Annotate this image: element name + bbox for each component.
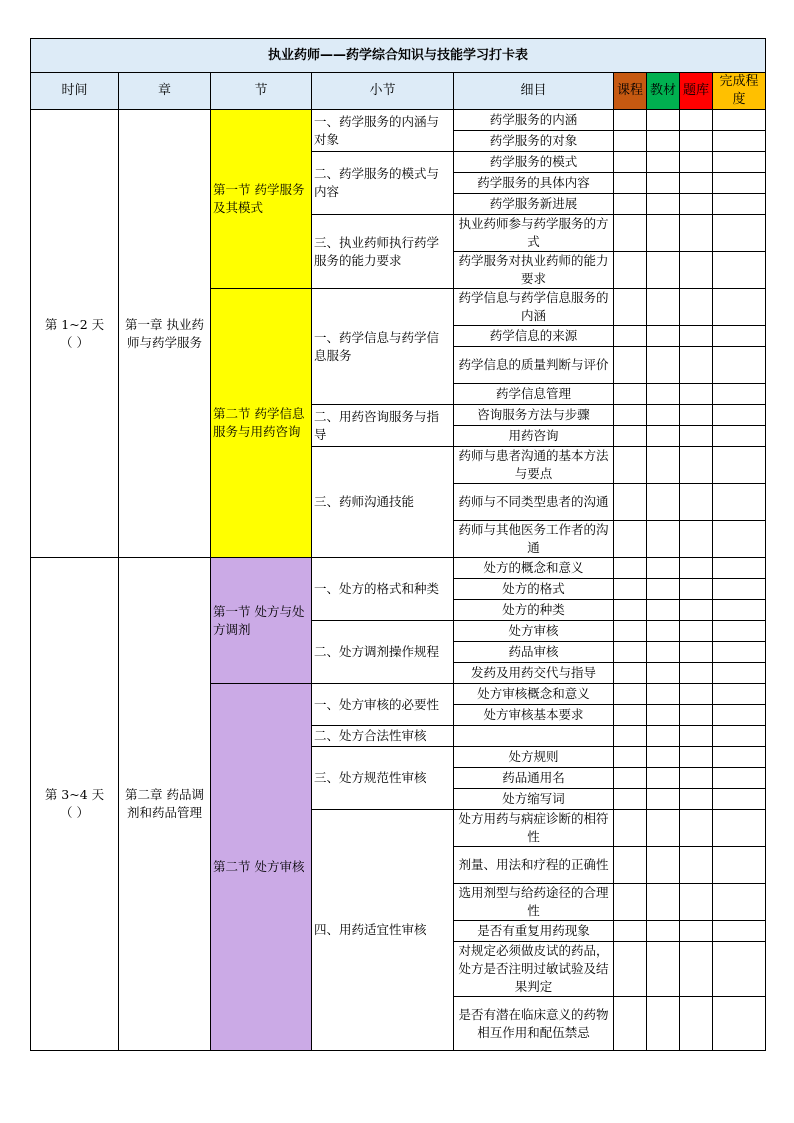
- time-label: 第 3~4 天: [44, 787, 105, 802]
- questions-check-cell[interactable]: [680, 131, 713, 152]
- section-cell: 第一节 处方与处方调剂: [211, 558, 312, 684]
- textbook-check-cell[interactable]: [647, 579, 680, 600]
- completion-check-cell[interactable]: [713, 173, 766, 194]
- header-course: 课程: [614, 73, 647, 110]
- time-blank: （ ）: [60, 805, 89, 820]
- detail-cell: 用药咨询: [454, 426, 614, 447]
- detail-cell: 处方用药与病症诊断的相符性: [454, 810, 614, 847]
- textbook-check-cell[interactable]: [647, 152, 680, 173]
- course-check-cell[interactable]: [614, 997, 647, 1051]
- completion-check-cell[interactable]: [713, 942, 766, 997]
- questions-check-cell[interactable]: [680, 642, 713, 663]
- textbook-check-cell[interactable]: [647, 326, 680, 347]
- completion-check-cell[interactable]: [713, 110, 766, 131]
- course-check-cell[interactable]: [614, 663, 647, 684]
- textbook-check-cell[interactable]: [647, 447, 680, 484]
- detail-cell: 咨询服务方法与步骤: [454, 405, 614, 426]
- course-check-cell[interactable]: [614, 726, 647, 747]
- questions-check-cell[interactable]: [680, 484, 713, 521]
- questions-check-cell[interactable]: [680, 426, 713, 447]
- subsection-cell: 三、药师沟通技能: [312, 447, 454, 558]
- course-check-cell[interactable]: [614, 705, 647, 726]
- detail-cell: 发药及用药交代与指导: [454, 663, 614, 684]
- detail-cell: 是否有重复用药现象: [454, 921, 614, 942]
- textbook-check-cell[interactable]: [647, 600, 680, 621]
- course-check-cell[interactable]: [614, 405, 647, 426]
- questions-check-cell[interactable]: [680, 558, 713, 579]
- completion-check-cell[interactable]: [713, 484, 766, 521]
- header-detail: 细目: [454, 73, 614, 110]
- completion-check-cell[interactable]: [713, 642, 766, 663]
- course-check-cell[interactable]: [614, 642, 647, 663]
- textbook-check-cell[interactable]: [647, 847, 680, 884]
- textbook-check-cell[interactable]: [647, 215, 680, 252]
- course-check-cell[interactable]: [614, 347, 647, 384]
- detail-cell: 药学信息的质量判断与评价: [454, 347, 614, 384]
- detail-cell: 处方的种类: [454, 600, 614, 621]
- completion-check-cell[interactable]: [713, 252, 766, 289]
- textbook-check-cell[interactable]: [647, 997, 680, 1051]
- table-title: 执业药师——药学综合知识与技能学习打卡表: [31, 39, 766, 73]
- detail-cell: 剂量、用法和疗程的正确性: [454, 847, 614, 884]
- completion-check-cell[interactable]: [713, 347, 766, 384]
- detail-cell: 药学服务的对象: [454, 131, 614, 152]
- questions-check-cell[interactable]: [680, 579, 713, 600]
- completion-check-cell[interactable]: [713, 152, 766, 173]
- questions-check-cell[interactable]: [680, 789, 713, 810]
- questions-check-cell[interactable]: [680, 110, 713, 131]
- detail-cell: [454, 726, 614, 747]
- textbook-check-cell[interactable]: [647, 810, 680, 847]
- completion-check-cell[interactable]: [713, 789, 766, 810]
- time-cell: [31, 110, 119, 558]
- questions-check-cell[interactable]: [680, 152, 713, 173]
- course-check-cell[interactable]: [614, 810, 647, 847]
- completion-check-cell[interactable]: [713, 884, 766, 921]
- questions-check-cell[interactable]: [680, 663, 713, 684]
- completion-check-cell[interactable]: [713, 768, 766, 789]
- detail-cell: 处方审核基本要求: [454, 705, 614, 726]
- detail-cell: 处方的概念和意义: [454, 558, 614, 579]
- course-check-cell[interactable]: [614, 789, 647, 810]
- detail-cell: 药学服务的模式: [454, 152, 614, 173]
- completion-check-cell[interactable]: [713, 131, 766, 152]
- questions-check-cell[interactable]: [680, 384, 713, 405]
- textbook-check-cell[interactable]: [647, 405, 680, 426]
- textbook-check-cell[interactable]: [647, 705, 680, 726]
- detail-cell: 执业药师参与药学服务的方式: [454, 215, 614, 252]
- detail-cell: 药师与其他医务工作者的沟通: [454, 521, 614, 558]
- textbook-check-cell[interactable]: [647, 110, 680, 131]
- course-check-cell[interactable]: [614, 521, 647, 558]
- detail-cell: 药学服务的内涵: [454, 110, 614, 131]
- textbook-check-cell[interactable]: [647, 252, 680, 289]
- course-check-cell[interactable]: [614, 942, 647, 997]
- header-completion: 完成程度: [713, 73, 766, 110]
- detail-cell: 处方审核: [454, 621, 614, 642]
- subsection-cell: 三、执业药师执行药学服务的能力要求: [312, 215, 454, 289]
- completion-check-cell[interactable]: [713, 600, 766, 621]
- questions-check-cell[interactable]: [680, 884, 713, 921]
- course-check-cell[interactable]: [614, 194, 647, 215]
- section-cell: 第二节 处方审核: [211, 684, 312, 1051]
- detail-cell: 药学信息的来源: [454, 326, 614, 347]
- textbook-check-cell[interactable]: [647, 621, 680, 642]
- completion-check-cell[interactable]: [713, 997, 766, 1051]
- course-check-cell[interactable]: [614, 921, 647, 942]
- questions-check-cell[interactable]: [680, 747, 713, 768]
- textbook-check-cell[interactable]: [647, 726, 680, 747]
- completion-check-cell[interactable]: [713, 215, 766, 252]
- detail-cell: 药师与不同类型患者的沟通: [454, 484, 614, 521]
- header-time: 时间: [31, 73, 119, 110]
- course-check-cell[interactable]: [614, 847, 647, 884]
- textbook-check-cell[interactable]: [647, 768, 680, 789]
- header-questions: 题库: [680, 73, 713, 110]
- course-check-cell[interactable]: [614, 684, 647, 705]
- questions-check-cell[interactable]: [680, 347, 713, 384]
- textbook-check-cell[interactable]: [647, 173, 680, 194]
- detail-cell: 处方缩写词: [454, 789, 614, 810]
- course-check-cell[interactable]: [614, 747, 647, 768]
- questions-check-cell[interactable]: [680, 726, 713, 747]
- subsection-cell: 三、处方规范性审核: [312, 747, 454, 810]
- course-check-cell[interactable]: [614, 384, 647, 405]
- course-check-cell[interactable]: [614, 884, 647, 921]
- textbook-check-cell[interactable]: [647, 642, 680, 663]
- completion-check-cell[interactable]: [713, 621, 766, 642]
- questions-check-cell[interactable]: [680, 621, 713, 642]
- course-check-cell[interactable]: [614, 768, 647, 789]
- completion-check-cell[interactable]: [713, 405, 766, 426]
- detail-cell: 对规定必须做皮试的药品，处方是否注明过敏试验及结果判定: [454, 942, 614, 997]
- textbook-check-cell[interactable]: [647, 194, 680, 215]
- subsection-cell: 二、处方调剂操作规程: [312, 621, 454, 684]
- questions-check-cell[interactable]: [680, 173, 713, 194]
- questions-check-cell[interactable]: [680, 215, 713, 252]
- time-cell: [31, 558, 119, 1051]
- completion-check-cell[interactable]: [713, 194, 766, 215]
- chapter-cell: 第一章 执业药师与药学服务: [119, 110, 211, 558]
- completion-check-cell[interactable]: [713, 726, 766, 747]
- completion-check-cell[interactable]: [713, 384, 766, 405]
- course-check-cell[interactable]: [614, 152, 647, 173]
- completion-check-cell[interactable]: [713, 426, 766, 447]
- time-blank: （ ）: [60, 334, 89, 350]
- questions-check-cell[interactable]: [680, 942, 713, 997]
- textbook-check-cell[interactable]: [647, 289, 680, 326]
- header-chapter: 章: [119, 73, 211, 110]
- questions-check-cell[interactable]: [680, 289, 713, 326]
- detail-cell: 药师与患者沟通的基本方法与要点: [454, 447, 614, 484]
- detail-cell: 处方的格式: [454, 579, 614, 600]
- header-section: 节: [211, 73, 312, 110]
- textbook-check-cell[interactable]: [647, 131, 680, 152]
- time-label: 第 1~2 天: [44, 316, 105, 332]
- checkin-table: [30, 38, 766, 1051]
- detail-cell: 药学服务对执业药师的能力要求: [454, 252, 614, 289]
- textbook-check-cell[interactable]: [647, 347, 680, 384]
- subsection-cell: 二、用药咨询服务与指导: [312, 405, 454, 447]
- detail-cell: 药学服务的具体内容: [454, 173, 614, 194]
- detail-cell: 药学信息与药学信息服务的内涵: [454, 289, 614, 326]
- course-check-cell[interactable]: [614, 426, 647, 447]
- questions-check-cell[interactable]: [680, 521, 713, 558]
- course-check-cell[interactable]: [614, 484, 647, 521]
- questions-check-cell[interactable]: [680, 447, 713, 484]
- course-check-cell[interactable]: [614, 558, 647, 579]
- detail-cell: 处方审核概念和意义: [454, 684, 614, 705]
- course-check-cell[interactable]: [614, 289, 647, 326]
- detail-cell: 选用剂型与给药途径的合理性: [454, 884, 614, 921]
- section-cell: 第二节 药学信息服务与用药咨询: [211, 289, 312, 558]
- completion-check-cell[interactable]: [713, 521, 766, 558]
- questions-check-cell[interactable]: [680, 921, 713, 942]
- course-check-cell[interactable]: [614, 215, 647, 252]
- completion-check-cell[interactable]: [713, 921, 766, 942]
- section-cell: 第一节 药学服务及其模式: [211, 110, 312, 289]
- completion-check-cell[interactable]: [713, 447, 766, 484]
- table-row: [31, 558, 766, 579]
- course-check-cell[interactable]: [614, 579, 647, 600]
- completion-check-cell[interactable]: [713, 558, 766, 579]
- questions-check-cell[interactable]: [680, 768, 713, 789]
- questions-check-cell[interactable]: [680, 847, 713, 884]
- subsection-cell: 一、药学服务的内涵与对象: [312, 110, 454, 152]
- textbook-check-cell[interactable]: [647, 384, 680, 405]
- completion-check-cell[interactable]: [713, 289, 766, 326]
- questions-check-cell[interactable]: [680, 405, 713, 426]
- course-check-cell[interactable]: [614, 326, 647, 347]
- questions-check-cell[interactable]: [680, 684, 713, 705]
- table-row: [31, 110, 766, 131]
- textbook-check-cell[interactable]: [647, 747, 680, 768]
- course-check-cell[interactable]: [614, 447, 647, 484]
- textbook-check-cell[interactable]: [647, 884, 680, 921]
- subsection-cell: 二、药学服务的模式与内容: [312, 152, 454, 215]
- course-check-cell[interactable]: [614, 173, 647, 194]
- completion-check-cell[interactable]: [713, 684, 766, 705]
- textbook-check-cell[interactable]: [647, 684, 680, 705]
- detail-cell: 处方规则: [454, 747, 614, 768]
- course-check-cell[interactable]: [614, 621, 647, 642]
- subsection-cell: 二、处方合法性审核: [312, 726, 454, 747]
- questions-check-cell[interactable]: [680, 252, 713, 289]
- questions-check-cell[interactable]: [680, 810, 713, 847]
- completion-check-cell[interactable]: [713, 663, 766, 684]
- completion-check-cell[interactable]: [713, 326, 766, 347]
- detail-cell: 药品通用名: [454, 768, 614, 789]
- subsection-cell: 一、药学信息与药学信息服务: [312, 289, 454, 405]
- header-subsection: 小节: [312, 73, 454, 110]
- completion-check-cell[interactable]: [713, 847, 766, 884]
- textbook-check-cell[interactable]: [647, 789, 680, 810]
- detail-cell: 药品审核: [454, 642, 614, 663]
- questions-check-cell[interactable]: [680, 600, 713, 621]
- textbook-check-cell[interactable]: [647, 558, 680, 579]
- header-textbook: 教材: [647, 73, 680, 110]
- questions-check-cell[interactable]: [680, 326, 713, 347]
- completion-check-cell[interactable]: [713, 810, 766, 847]
- subsection-cell: 一、处方的格式和种类: [312, 558, 454, 621]
- subsection-cell: 四、用药适宜性审核: [312, 810, 454, 1051]
- questions-check-cell[interactable]: [680, 194, 713, 215]
- textbook-check-cell[interactable]: [647, 484, 680, 521]
- detail-cell: 是否有潜在临床意义的药物相互作用和配伍禁忌: [454, 997, 614, 1051]
- detail-cell: 药学信息管理: [454, 384, 614, 405]
- textbook-check-cell[interactable]: [647, 942, 680, 997]
- textbook-check-cell[interactable]: [647, 426, 680, 447]
- course-check-cell[interactable]: [614, 252, 647, 289]
- textbook-check-cell[interactable]: [647, 521, 680, 558]
- questions-check-cell[interactable]: [680, 997, 713, 1051]
- header-row: [31, 73, 766, 110]
- course-check-cell[interactable]: [614, 131, 647, 152]
- textbook-check-cell[interactable]: [647, 663, 680, 684]
- textbook-check-cell[interactable]: [647, 921, 680, 942]
- completion-check-cell[interactable]: [713, 747, 766, 768]
- subsection-cell: 一、处方审核的必要性: [312, 684, 454, 726]
- completion-check-cell[interactable]: [713, 705, 766, 726]
- questions-check-cell[interactable]: [680, 705, 713, 726]
- completion-check-cell[interactable]: [713, 579, 766, 600]
- course-check-cell[interactable]: [614, 600, 647, 621]
- chapter-cell: 第二章 药品调剂和药品管理: [119, 558, 211, 1051]
- detail-cell: 药学服务新进展: [454, 194, 614, 215]
- course-check-cell[interactable]: [614, 110, 647, 131]
